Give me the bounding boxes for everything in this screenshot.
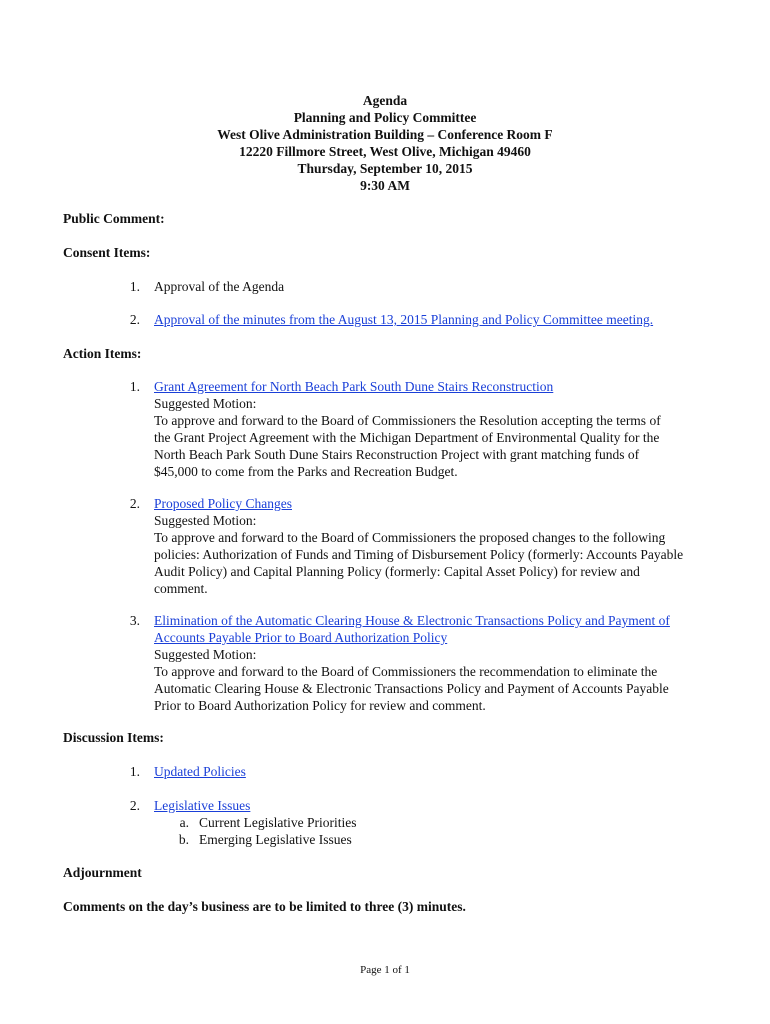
elimination-policy-link-cont[interactable]: Accounts Payable Prior to Board Authorization Policy <box>154 630 448 645</box>
updated-policies-link[interactable]: Updated Policies <box>154 764 246 779</box>
elimination-policy-link[interactable]: Elimination of the Automatic Clearing House & Electronic Transactions Policy and Payment of <box>154 613 670 628</box>
comments-note: Comments on the day’s business are to be limited to three (3) minutes. <box>63 899 466 914</box>
suggested-motion-label: Suggested Motion: <box>154 396 257 411</box>
motion-text-line: To approve and forward to the Board of Commissioners the proposed changes to the following <box>154 530 666 545</box>
discussion-item-number: 1. <box>129 764 140 779</box>
motion-text-line: Audit Policy) and Capital Planning Policy (formerly: Capital Asset Policy) for review and <box>154 564 640 579</box>
sub-item-letter: a. <box>179 815 189 830</box>
emerging-legislative-issues: Emerging Legislative Issues <box>199 832 352 847</box>
action-items-heading: Action Items: <box>63 346 142 361</box>
page-number: Page 1 of 1 <box>360 964 410 976</box>
sub-item-letter: b. <box>178 832 189 847</box>
suggested-motion-label: Suggested Motion: <box>154 647 257 662</box>
motion-text-line: comment. <box>154 581 208 596</box>
motion-text-line: North Beach Park South Dune Stairs Reconstruction Project with grant matching funds of <box>154 447 640 462</box>
motion-text-line: the Grant Project Agreement with the Michigan Department of Environmental Quality for the <box>154 430 660 445</box>
action-item-number: 3. <box>129 613 140 628</box>
discussion-item-number: 2. <box>129 798 140 813</box>
action-item-2 <box>154 495 683 597</box>
consent-item-number: 2. <box>129 312 140 327</box>
motion-text-line: Prior to Board Authorization Policy for review and comment. <box>154 698 486 713</box>
consent-items-heading: Consent Items: <box>63 245 151 260</box>
current-legislative-priorities: Current Legislative Priorities <box>199 815 357 830</box>
consent-item-minutes-link[interactable]: Approval of the minutes from the August 13, 2015 Planning and Policy Committee meeting. <box>154 312 654 327</box>
action-item-1 <box>154 378 661 480</box>
agenda-title: Agenda <box>362 93 408 108</box>
action-item-number: 1. <box>129 379 140 394</box>
agenda-header <box>0 92 770 194</box>
motion-text-line: Automatic Clearing House & Electronic Transactions Policy and Payment of Accounts Payable <box>154 681 669 696</box>
motion-text-line: To approve and forward to the Board of Commissioners the recommendation to eliminate the <box>154 664 658 679</box>
meeting-location: West Olive Administration Building – Conference Room F <box>217 127 553 142</box>
adjournment-heading: Adjournment <box>63 865 142 880</box>
legislative-issues-link[interactable]: Legislative Issues <box>154 798 251 813</box>
action-item-3 <box>154 612 670 714</box>
meeting-time: 9:30 AM <box>360 178 410 193</box>
discussion-items-heading: Discussion Items: <box>63 730 164 745</box>
motion-text-line: policies: Authorization of Funds and Timing of Disbursement Policy (formerly: Accounts Payable <box>154 547 684 562</box>
proposed-policy-changes-link[interactable]: Proposed Policy Changes <box>154 496 292 511</box>
meeting-date: Thursday, September 10, 2015 <box>297 161 473 176</box>
public-comment-heading: Public Comment: <box>63 211 165 226</box>
grant-agreement-link[interactable]: Grant Agreement for North Beach Park South Dune Stairs Reconstruction <box>154 379 554 394</box>
consent-item-number: 1. <box>129 279 140 294</box>
motion-text-line: $45,000 to come from the Parks and Recreation Budget. <box>154 464 458 479</box>
committee-name: Planning and Policy Committee <box>293 110 477 125</box>
meeting-address: 12220 Fillmore Street, West Olive, Michigan 49460 <box>239 144 531 159</box>
suggested-motion-label: Suggested Motion: <box>154 513 257 528</box>
action-item-number: 2. <box>129 496 140 511</box>
motion-text-line: To approve and forward to the Board of Commissioners the Resolution accepting the terms of <box>154 413 661 428</box>
consent-item-agenda: Approval of the Agenda <box>154 279 285 294</box>
